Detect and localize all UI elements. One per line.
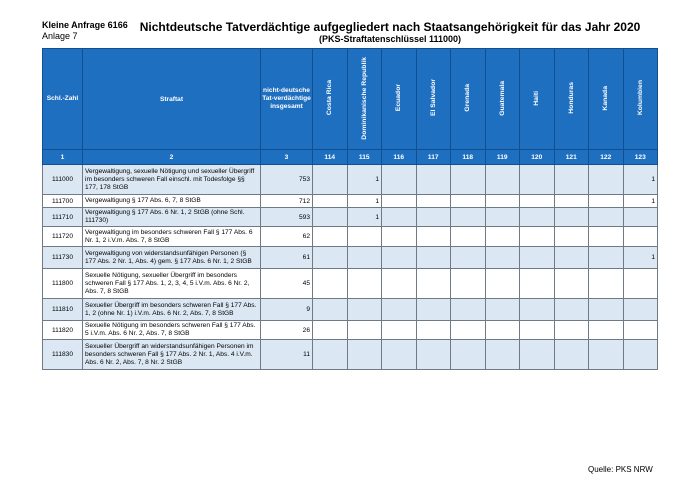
- source-note: Quelle: PKS NRW: [588, 465, 653, 474]
- row-country-value: [451, 247, 486, 269]
- row-country-value: [589, 208, 624, 227]
- row-country-value: [313, 299, 348, 321]
- row-country-value: [313, 269, 348, 299]
- row-country-value: [451, 227, 486, 247]
- column-number: 119: [485, 150, 520, 165]
- header-country-label: Kanada: [602, 85, 610, 111]
- row-code: 111720: [43, 227, 83, 247]
- table-row: [43, 247, 658, 269]
- row-description: Vergewaltigung, sexuelle Nötigung und sexueller Übergriff im besonders schweren Fall einschl. mit Todesfolge §§ 177, 178 StGB: [83, 165, 261, 195]
- row-country-value: [347, 299, 382, 321]
- row-country-value: [520, 247, 555, 269]
- row-country-value: [313, 208, 348, 227]
- row-country-value: [416, 321, 451, 340]
- row-country-value: [451, 321, 486, 340]
- row-country-value: [554, 321, 589, 340]
- column-number: 116: [382, 150, 417, 165]
- column-number: 123: [623, 150, 658, 165]
- row-description: Vergewaltigung § 177 Abs. 6, 7, 8 StGB: [83, 195, 261, 208]
- table-row: [43, 208, 658, 227]
- row-country-value: [554, 299, 589, 321]
- column-number: 121: [554, 150, 589, 165]
- row-code: 111810: [43, 299, 83, 321]
- header-country-label: El Salvador: [429, 79, 437, 117]
- row-country-value: [485, 299, 520, 321]
- row-country-value: [520, 299, 555, 321]
- row-description: Sexuelle Nötigung im besonders schweren Fall § 177 Abs. 5 i.V.m. Abs. 6 Nr. 2, Abs. 7, 8 StGB: [83, 321, 261, 340]
- row-code: 111730: [43, 247, 83, 269]
- column-number: 3: [261, 150, 313, 165]
- row-country-value: [382, 269, 417, 299]
- row-country-value: [313, 227, 348, 247]
- header-country: [451, 49, 486, 150]
- row-country-value: [416, 165, 451, 195]
- row-total: 45: [261, 269, 313, 299]
- row-country-value: [520, 269, 555, 299]
- row-country-value: 1: [623, 247, 658, 269]
- row-country-value: [416, 340, 451, 370]
- row-country-value: [623, 340, 658, 370]
- row-country-value: [520, 321, 555, 340]
- row-country-value: [347, 227, 382, 247]
- header-schl-zahl: Schl.-Zahl: [43, 49, 83, 150]
- header-country: [313, 49, 348, 150]
- row-country-value: [623, 227, 658, 247]
- header-country: [382, 49, 417, 150]
- row-country-value: [416, 299, 451, 321]
- row-country-value: [382, 227, 417, 247]
- row-country-value: [416, 195, 451, 208]
- document-header-left: [42, 20, 128, 42]
- row-country-value: [554, 195, 589, 208]
- row-code: 111710: [43, 208, 83, 227]
- row-country-value: [485, 269, 520, 299]
- row-country-value: [554, 165, 589, 195]
- row-total: 593: [261, 208, 313, 227]
- row-country-value: [313, 195, 348, 208]
- header-country: [347, 49, 382, 150]
- header-country: [520, 49, 555, 150]
- header-country-label: Costa Rica: [326, 80, 334, 116]
- row-country-value: [382, 195, 417, 208]
- column-number: 114: [313, 150, 348, 165]
- row-country-value: [382, 208, 417, 227]
- row-country-value: [416, 269, 451, 299]
- anlage-label: Anlage 7: [42, 31, 78, 41]
- table-row: [43, 227, 658, 247]
- row-description: Sexuelle Nötigung, sexueller Übergriff im besonders schweren Fall § 177 Abs. 1, 2, 3, 4, 5 i.V.m. Abs. 6 Nr. 2, Abs. 7, 8 StGB: [83, 269, 261, 299]
- row-country-value: [485, 340, 520, 370]
- row-country-value: [382, 321, 417, 340]
- row-country-value: [623, 208, 658, 227]
- row-country-value: [623, 321, 658, 340]
- header-straftat: Straftat: [83, 49, 261, 150]
- row-country-value: [485, 195, 520, 208]
- header-country: [485, 49, 520, 150]
- row-country-value: [520, 208, 555, 227]
- row-country-value: [589, 247, 624, 269]
- column-number: 118: [451, 150, 486, 165]
- table-row: [43, 321, 658, 340]
- row-country-value: [347, 321, 382, 340]
- column-number: 1: [43, 150, 83, 165]
- column-number: 117: [416, 150, 451, 165]
- header-country-label: Dominikanische Republik: [360, 56, 368, 140]
- row-country-value: [313, 321, 348, 340]
- row-country-value: [589, 299, 624, 321]
- row-country-value: [520, 340, 555, 370]
- row-country-value: [451, 165, 486, 195]
- table-row: [43, 299, 658, 321]
- row-total: 712: [261, 195, 313, 208]
- row-country-value: [382, 299, 417, 321]
- row-country-value: [554, 208, 589, 227]
- row-country-value: [589, 165, 624, 195]
- row-country-value: [451, 195, 486, 208]
- row-country-value: [313, 340, 348, 370]
- row-country-value: [313, 165, 348, 195]
- row-country-value: [589, 227, 624, 247]
- header-country-label: Honduras: [567, 82, 575, 114]
- row-country-value: [451, 299, 486, 321]
- row-country-value: [520, 195, 555, 208]
- row-code: 111830: [43, 340, 83, 370]
- row-country-value: [313, 247, 348, 269]
- row-country-value: [382, 340, 417, 370]
- row-description: Sexueller Übergriff an widerstandsunfähigen Personen im besonders schweren Fall § 177 Abs. 2 Nr. 1, Abs. 4 i.V.m. Abs. 6 Nr. 2, Abs. 7, 8 Nr. 2 StGB: [83, 340, 261, 370]
- page-title: Nichtdeutsche Tatverdächtige aufgegliedert nach Staatsangehörigkeit für das Jahr 2020: [139, 20, 641, 34]
- row-total: 11: [261, 340, 313, 370]
- row-total: 9: [261, 299, 313, 321]
- header-country-label: Haiti: [533, 90, 541, 106]
- row-description: Sexueller Übergriff im besonders schweren Fall § 177 Abs. 1, 2 (ohne Nr. 1) i.V.m. Abs. 6 Nr. 2, Abs. 7, 8 StGB: [83, 299, 261, 321]
- column-number: 122: [589, 150, 624, 165]
- header-country-label: Ecuador: [395, 84, 403, 112]
- column-number: 2: [83, 150, 261, 165]
- header-country: [554, 49, 589, 150]
- table-row: [43, 195, 658, 208]
- row-country-value: [347, 340, 382, 370]
- row-country-value: 1: [347, 195, 382, 208]
- table-row: [43, 165, 658, 195]
- row-country-value: [589, 321, 624, 340]
- crime-statistics-table: [42, 48, 658, 370]
- anfrage-label: Kleine Anfrage 6166: [42, 20, 128, 30]
- header-country: [416, 49, 451, 150]
- row-description: Vergewaltigung im besonders schweren Fall § 177 Abs. 6 Nr. 1, 2 i.V.m. Abs. 7, 8 StGB: [83, 227, 261, 247]
- row-country-value: [554, 247, 589, 269]
- row-country-value: [485, 165, 520, 195]
- row-country-value: [485, 208, 520, 227]
- column-number: 115: [347, 150, 382, 165]
- column-number: 120: [520, 150, 555, 165]
- row-total: 61: [261, 247, 313, 269]
- row-country-value: [451, 269, 486, 299]
- row-country-value: [589, 269, 624, 299]
- header-country-label: Kolumbien: [636, 80, 644, 116]
- header-total: nicht-deutsche Tat-verdächtige insgesamt: [261, 49, 313, 150]
- page-subtitle: (PKS-Straftatenschlüssel 111000): [318, 34, 462, 44]
- row-description: Vergewaltigung von widerstandsunfähigen Personen (§ 177 Abs. 2 Nr. 1, Abs. 4) gem. § 177 Abs. 6 Nr. 1, 2 StGB: [83, 247, 261, 269]
- row-total: 62: [261, 227, 313, 247]
- row-country-value: [623, 299, 658, 321]
- row-country-value: [520, 227, 555, 247]
- row-country-value: [589, 195, 624, 208]
- row-country-value: [451, 340, 486, 370]
- table-row: [43, 340, 658, 370]
- row-country-value: [382, 247, 417, 269]
- row-code: 111820: [43, 321, 83, 340]
- header-country-label: Grenada: [464, 84, 472, 112]
- row-country-value: [520, 165, 555, 195]
- row-country-value: [485, 321, 520, 340]
- row-country-value: [554, 340, 589, 370]
- row-country-value: [554, 227, 589, 247]
- row-country-value: 1: [347, 208, 382, 227]
- table-row: [43, 269, 658, 299]
- row-country-value: 1: [623, 195, 658, 208]
- row-country-value: [451, 208, 486, 227]
- row-country-value: [623, 269, 658, 299]
- row-description: Vergewaltigung § 177 Abs. 6 Nr. 1, 2 StGB (ohne Schl. 111730): [83, 208, 261, 227]
- row-total: 753: [261, 165, 313, 195]
- row-country-value: [416, 247, 451, 269]
- row-code: 111000: [43, 165, 83, 195]
- header-country: [589, 49, 624, 150]
- row-country-value: 1: [623, 165, 658, 195]
- row-country-value: [485, 227, 520, 247]
- row-country-value: [554, 269, 589, 299]
- row-country-value: [485, 247, 520, 269]
- row-country-value: [416, 227, 451, 247]
- row-country-value: 1: [347, 165, 382, 195]
- row-country-value: [416, 208, 451, 227]
- row-total: 26: [261, 321, 313, 340]
- row-country-value: [382, 165, 417, 195]
- row-code: 111800: [43, 269, 83, 299]
- row-country-value: [589, 340, 624, 370]
- row-country-value: [347, 247, 382, 269]
- row-code: 111700: [43, 195, 83, 208]
- header-country: [623, 49, 658, 150]
- header-country-label: Guatemala: [498, 80, 506, 116]
- row-country-value: [347, 269, 382, 299]
